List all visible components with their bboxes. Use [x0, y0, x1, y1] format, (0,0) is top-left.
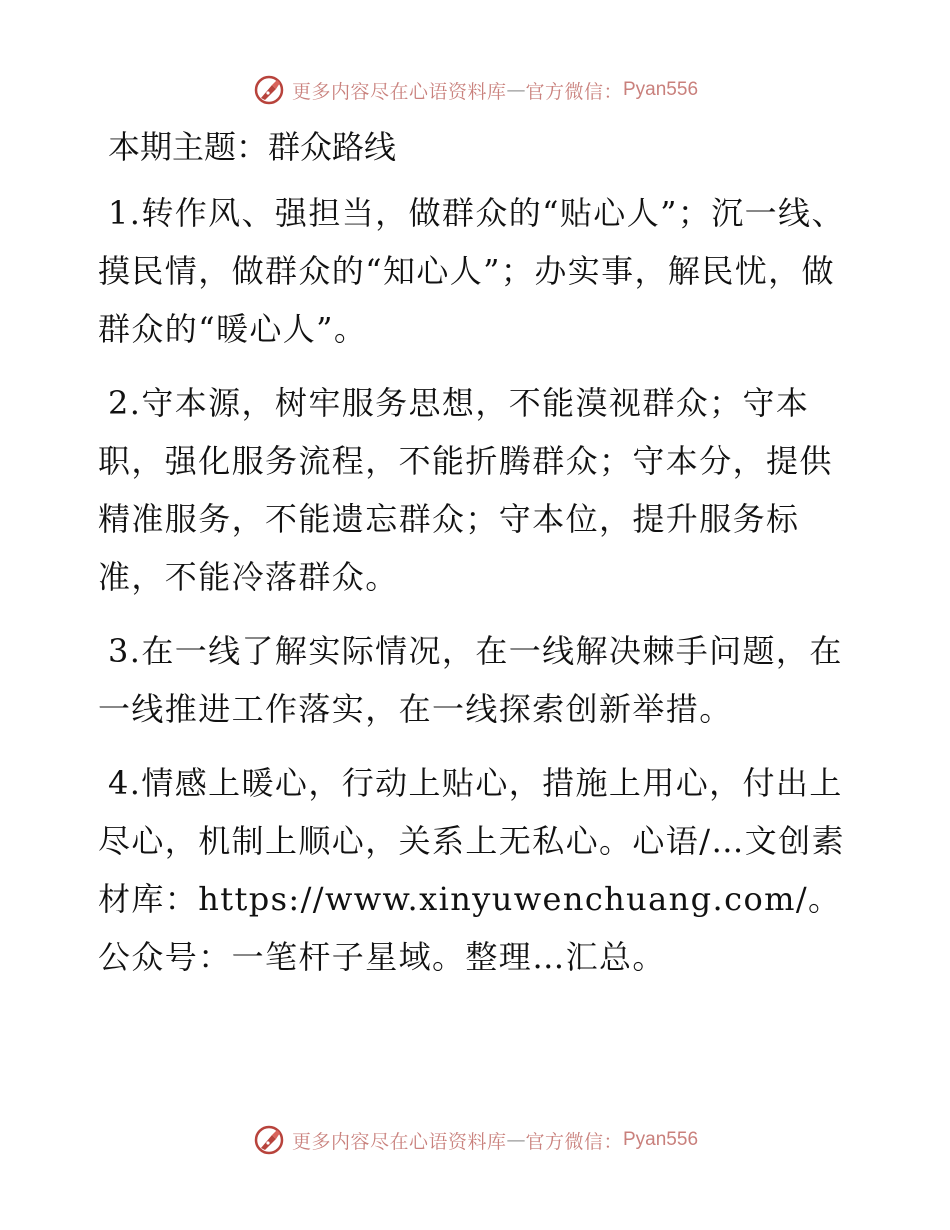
watermark-wechat-label: 官方微信：: [525, 80, 623, 103]
paragraph-1: 1.转作风、强担当，做群众的“贴心人”；沉一线、摸民情，做群众的“知心人”；办实事，解民忧，做群众的“暖心人”。: [98, 194, 845, 348]
paragraph-3: 3.在一线了解实际情况，在一线解决棘手问题，在一线推进工作落实，在一线探索创新举措。: [98, 632, 843, 728]
paragraph-2: 2.守本源，树牢服务思想，不能漠视群众；守本职，强化服务流程，不能折腾群众；守本分，提供精准服务，不能遗忘群众；守本位，提升服务标准，不能冷落群众。: [98, 384, 833, 596]
watermark-separator: —: [506, 1129, 526, 1151]
watermark-wechat-label: 官方微信：: [525, 1130, 623, 1153]
watermark-wechat-id: Pyan556: [623, 1129, 699, 1150]
footer-watermark: [0, 1120, 950, 1160]
watermark-separator: —: [506, 79, 526, 101]
watermark-wechat-id: Pyan556: [623, 79, 699, 100]
paragraph-4: 4.情感上暖心，行动上贴心，措施上用心，付出上尽心，机制上顺心，关系上无私心。心语/…文创素材库：https://www.xinyuwenchuang.com/。公众号：一笔杆子星域。整理…汇总。: [98, 764, 845, 976]
pen-nib-logo-icon: [252, 73, 286, 107]
watermark-text: 更多内容尽在心语资料库: [291, 1130, 507, 1153]
document-body: [98, 118, 858, 1002]
watermark-text: 更多内容尽在心语资料库: [291, 80, 507, 103]
page-title: 本期主题：群众路线: [108, 128, 397, 166]
pen-nib-logo-icon: [252, 1123, 286, 1157]
header-watermark: [0, 70, 950, 110]
